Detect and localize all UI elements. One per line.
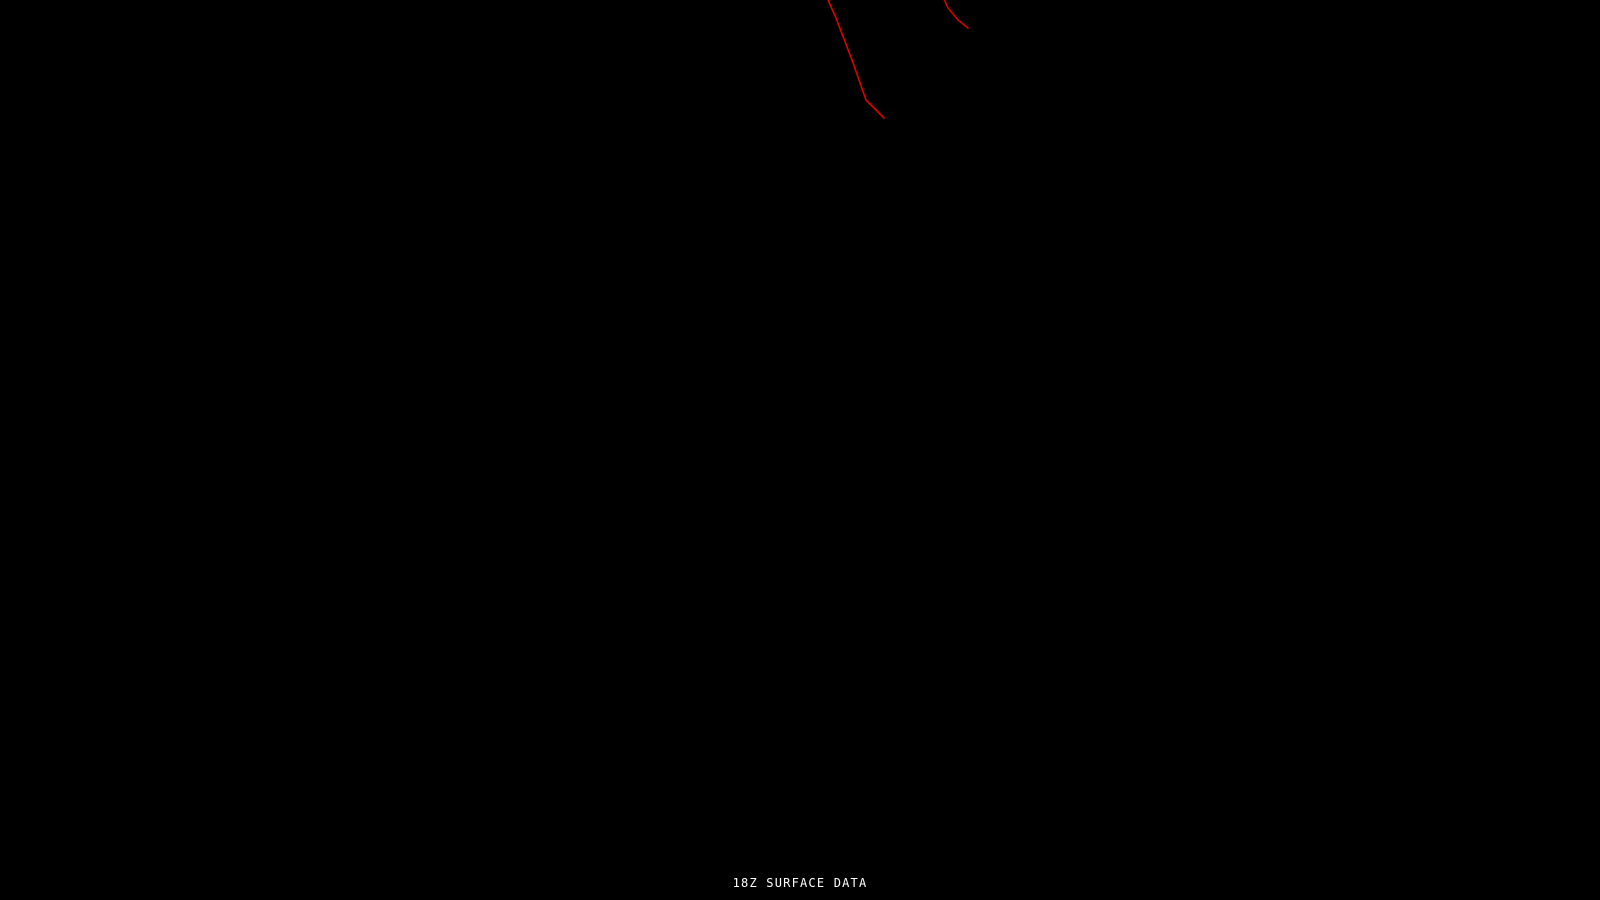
map-caption: 18Z SURFACE DATA [732, 876, 868, 890]
